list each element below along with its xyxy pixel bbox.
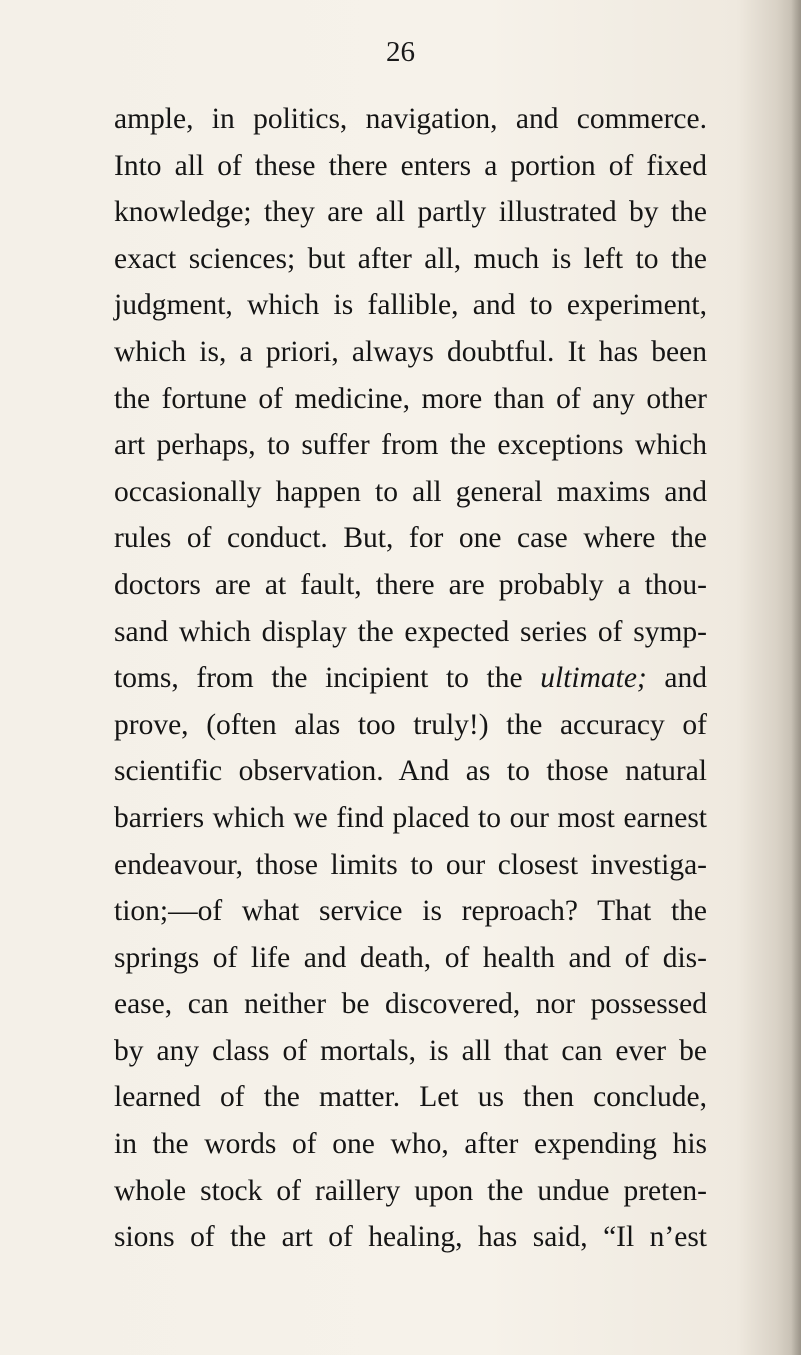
text-line: prove, (often alas too truly!) the accuracy of	[114, 708, 707, 741]
text-line: learned of the matter. Let us then conclude,	[114, 1081, 707, 1114]
text-segment: toms, from the incipient to the	[114, 662, 541, 695]
body-text	[114, 96, 707, 1261]
text-line: springs of life and death, of health and of dis-	[114, 941, 707, 974]
text-segment: and	[646, 662, 708, 695]
text-line: Into all of these there enters a portion of fixed	[114, 149, 707, 182]
text-line: ease, can neither be discovered, nor possessed	[114, 988, 707, 1021]
text-line: in the words of one who, after expending his	[114, 1128, 707, 1161]
text-line: by any class of mortals, is all that can ever be	[114, 1034, 707, 1067]
text-line: scientific observation. And as to those natural	[114, 755, 707, 788]
text-line: rules of conduct. But, for one case where the	[114, 522, 707, 555]
text-line: knowledge; they are all partly illustrated by the	[114, 196, 707, 229]
text-line: endeavour, those limits to our closest investiga-	[114, 848, 707, 881]
text-line: whole stock of raillery upon the undue preten-	[114, 1174, 707, 1207]
text-line: sand which display the expected series of symp-	[114, 615, 707, 648]
text-line: which is, a priori, always doubtful. It has been	[114, 335, 707, 368]
text-line-with-italic	[114, 655, 707, 702]
text-line: tion;—of what service is reproach? That the	[114, 895, 707, 928]
text-line: doctors are at fault, there are probably a thou-	[114, 568, 707, 601]
text-line: ample, in politics, navigation, and commerce.	[114, 103, 707, 135]
text-line: art perhaps, to suffer from the exceptions which	[114, 429, 707, 462]
page-number: 26	[386, 36, 415, 68]
italic-word: ultimate;	[540, 662, 647, 695]
text-line: exact sciences; but after all, much is left to the	[114, 242, 707, 275]
text-line: judgment, which is fallible, and to experiment,	[114, 289, 707, 322]
text-line: the fortune of medicine, more than of any other	[114, 382, 707, 415]
text-line: sions of the art of healing, has said, “Il n’est	[114, 1221, 707, 1254]
page-edge-shadow	[791, 0, 801, 1355]
text-line: barriers which we find placed to our most earnest	[114, 801, 707, 834]
text-line: occasionally happen to all general maxims and	[114, 475, 707, 508]
